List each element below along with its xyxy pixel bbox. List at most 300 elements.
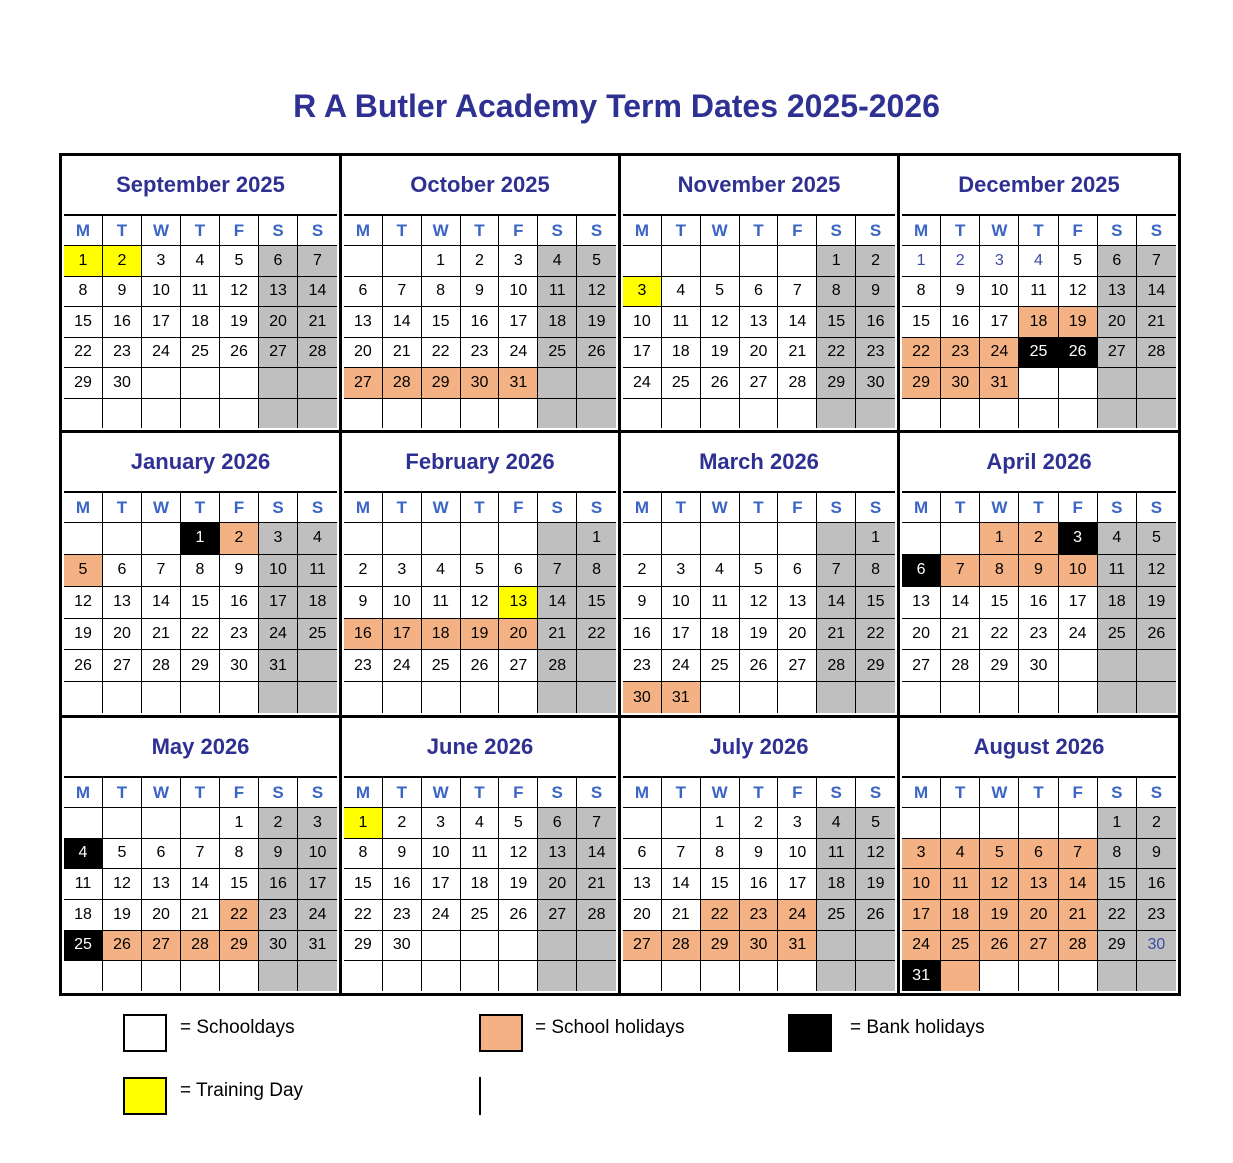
day-cell: 20 [538, 868, 577, 899]
weekday-header: S [577, 491, 616, 522]
month-title: December 2025 [958, 172, 1120, 197]
empty-day-cell [941, 807, 980, 838]
day-cell: 11 [538, 276, 577, 307]
weekday-header: M [902, 491, 941, 522]
day-cell: 28 [1059, 930, 1098, 961]
empty-day-cell [701, 522, 740, 554]
month-calendar [621, 156, 900, 433]
day-cell: 17 [778, 868, 817, 899]
empty-day-cell [817, 522, 856, 554]
day-cell: 30 [103, 367, 142, 398]
day-cell: 25 [422, 649, 461, 681]
empty-day-cell [1019, 398, 1058, 429]
weekday-header: M [64, 491, 103, 522]
month-title: October 2025 [410, 172, 550, 197]
day-cell: 19 [577, 306, 616, 337]
empty-day-cell [181, 960, 220, 991]
day-cell: 28 [142, 649, 181, 681]
day-cell: 11 [701, 586, 740, 618]
day-cell: 23 [383, 899, 422, 930]
day-cell: 28 [817, 649, 856, 681]
weekday-header: S [298, 776, 337, 807]
day-cell: 30 [1137, 930, 1176, 961]
empty-day-cell [1137, 367, 1176, 398]
empty-day-cell [1059, 807, 1098, 838]
weekday-header: T [740, 776, 779, 807]
day-cell: 24 [142, 337, 181, 368]
day-cell: 22 [980, 618, 1019, 650]
month-day-grid [623, 776, 895, 991]
empty-day-cell [1019, 681, 1058, 713]
day-cell: 17 [298, 868, 337, 899]
day-cell: 7 [941, 554, 980, 586]
empty-day-cell [941, 960, 980, 991]
day-cell: 16 [220, 586, 259, 618]
day-cell: 30 [220, 649, 259, 681]
empty-day-cell [980, 398, 1019, 429]
empty-day-cell [220, 960, 259, 991]
day-cell: 28 [577, 899, 616, 930]
empty-day-cell [298, 649, 337, 681]
day-cell: 13 [778, 586, 817, 618]
month-day-grid [623, 214, 895, 428]
day-cell: 24 [259, 618, 298, 650]
day-cell: 6 [778, 554, 817, 586]
day-cell: 11 [64, 868, 103, 899]
weekday-header: S [817, 214, 856, 245]
day-cell: 9 [1137, 838, 1176, 869]
day-cell: 30 [1019, 649, 1058, 681]
day-cell: 22 [64, 337, 103, 368]
empty-day-cell [344, 245, 383, 276]
day-cell: 3 [1059, 522, 1098, 554]
day-cell: 15 [1098, 868, 1137, 899]
empty-day-cell [1059, 960, 1098, 991]
day-cell: 7 [1137, 245, 1176, 276]
empty-day-cell [701, 681, 740, 713]
empty-day-cell [902, 807, 941, 838]
month-title: March 2026 [699, 449, 819, 474]
empty-day-cell [422, 681, 461, 713]
empty-day-cell [740, 681, 779, 713]
day-cell: 13 [142, 868, 181, 899]
day-cell: 13 [623, 868, 662, 899]
day-cell: 16 [1019, 586, 1058, 618]
empty-day-cell [856, 960, 895, 991]
weekday-header: F [778, 776, 817, 807]
day-cell: 16 [740, 868, 779, 899]
empty-day-cell [856, 681, 895, 713]
day-cell: 8 [701, 838, 740, 869]
empty-day-cell [298, 960, 337, 991]
day-cell: 9 [383, 838, 422, 869]
weekday-header: F [778, 491, 817, 522]
day-cell: 21 [662, 899, 701, 930]
day-cell: 20 [778, 618, 817, 650]
day-cell: 21 [1059, 899, 1098, 930]
day-cell: 28 [662, 930, 701, 961]
day-cell: 1 [220, 807, 259, 838]
empty-day-cell [181, 807, 220, 838]
day-cell: 10 [499, 276, 538, 307]
empty-day-cell [1019, 807, 1058, 838]
empty-day-cell [499, 398, 538, 429]
empty-day-cell [817, 930, 856, 961]
day-cell: 1 [817, 245, 856, 276]
day-cell: 4 [817, 807, 856, 838]
day-cell: 18 [422, 618, 461, 650]
weekday-header: T [181, 491, 220, 522]
day-cell: 2 [941, 245, 980, 276]
empty-day-cell [259, 681, 298, 713]
weekday-header: T [1019, 776, 1058, 807]
day-cell: 21 [142, 618, 181, 650]
weekday-header: S [1137, 214, 1176, 245]
empty-day-cell [298, 681, 337, 713]
weekday-header: T [461, 491, 500, 522]
weekday-header: W [980, 776, 1019, 807]
empty-day-cell [142, 398, 181, 429]
day-cell: 2 [461, 245, 500, 276]
weekday-header: S [298, 491, 337, 522]
empty-day-cell [422, 930, 461, 961]
day-cell: 11 [1019, 276, 1058, 307]
day-cell: 19 [64, 618, 103, 650]
day-cell: 10 [778, 838, 817, 869]
empty-day-cell [538, 367, 577, 398]
calendar-grid [59, 153, 1181, 996]
weekday-header: F [499, 214, 538, 245]
day-cell: 15 [64, 306, 103, 337]
day-cell: 30 [383, 930, 422, 961]
day-cell: 2 [220, 522, 259, 554]
day-cell: 4 [298, 522, 337, 554]
empty-day-cell [1059, 398, 1098, 429]
weekday-header: F [220, 776, 259, 807]
empty-day-cell [1059, 681, 1098, 713]
day-cell: 29 [220, 930, 259, 961]
empty-day-cell [259, 367, 298, 398]
day-cell: 12 [740, 586, 779, 618]
weekday-header: M [344, 491, 383, 522]
day-cell: 22 [220, 899, 259, 930]
day-cell: 28 [298, 337, 337, 368]
day-cell: 24 [662, 649, 701, 681]
day-cell: 30 [740, 930, 779, 961]
day-cell: 14 [298, 276, 337, 307]
weekday-header: T [181, 776, 220, 807]
empty-day-cell [1098, 367, 1137, 398]
day-cell: 3 [662, 554, 701, 586]
day-cell: 14 [142, 586, 181, 618]
day-cell: 5 [740, 554, 779, 586]
day-cell: 7 [142, 554, 181, 586]
empty-day-cell [1098, 681, 1137, 713]
day-cell: 1 [902, 245, 941, 276]
training-day-legend-label: = Training Day [180, 1080, 304, 1101]
empty-day-cell [856, 398, 895, 429]
day-cell: 31 [902, 960, 941, 991]
day-cell: 5 [1137, 522, 1176, 554]
day-cell: 29 [181, 649, 220, 681]
day-cell: 2 [1019, 522, 1058, 554]
empty-day-cell [538, 960, 577, 991]
day-cell: 24 [383, 649, 422, 681]
empty-day-cell [577, 367, 616, 398]
day-cell: 8 [902, 276, 941, 307]
day-cell: 26 [1137, 618, 1176, 650]
day-cell: 25 [1098, 618, 1137, 650]
day-cell: 2 [856, 245, 895, 276]
weekday-header: F [499, 776, 538, 807]
day-cell: 26 [577, 337, 616, 368]
day-cell: 27 [499, 649, 538, 681]
day-cell: 15 [577, 586, 616, 618]
weekday-header: F [778, 214, 817, 245]
empty-day-cell [1098, 960, 1137, 991]
month-day-grid [902, 214, 1176, 428]
day-cell: 28 [941, 649, 980, 681]
day-cell: 27 [623, 930, 662, 961]
day-cell: 22 [902, 337, 941, 368]
day-cell: 19 [1137, 586, 1176, 618]
day-cell: 8 [817, 276, 856, 307]
weekday-header: S [1098, 491, 1137, 522]
day-cell: 29 [344, 930, 383, 961]
month-calendar [621, 718, 900, 993]
empty-day-cell [103, 398, 142, 429]
day-cell: 17 [422, 868, 461, 899]
weekday-header: S [856, 776, 895, 807]
day-cell: 18 [538, 306, 577, 337]
day-cell: 2 [740, 807, 779, 838]
empty-day-cell [344, 960, 383, 991]
day-cell: 23 [1137, 899, 1176, 930]
day-cell: 27 [902, 649, 941, 681]
weekday-header: W [142, 776, 181, 807]
empty-day-cell [461, 681, 500, 713]
day-cell: 29 [701, 930, 740, 961]
empty-day-cell [662, 807, 701, 838]
day-cell: 9 [1019, 554, 1058, 586]
empty-day-cell [902, 681, 941, 713]
empty-day-cell [577, 398, 616, 429]
weekday-header: W [980, 491, 1019, 522]
day-cell: 8 [856, 554, 895, 586]
day-cell: 12 [220, 276, 259, 307]
day-cell: 23 [103, 337, 142, 368]
empty-day-cell [259, 398, 298, 429]
day-cell: 3 [259, 522, 298, 554]
day-cell: 6 [344, 276, 383, 307]
empty-day-cell [298, 398, 337, 429]
day-cell: 8 [577, 554, 616, 586]
day-cell: 3 [499, 245, 538, 276]
day-cell: 5 [64, 554, 103, 586]
empty-day-cell [778, 960, 817, 991]
day-cell: 16 [461, 306, 500, 337]
day-cell: 23 [461, 337, 500, 368]
day-cell: 15 [422, 306, 461, 337]
weekday-header: W [422, 491, 461, 522]
day-cell: 1 [422, 245, 461, 276]
day-cell: 2 [259, 807, 298, 838]
day-cell: 16 [941, 306, 980, 337]
day-cell: 20 [103, 618, 142, 650]
day-cell: 9 [740, 838, 779, 869]
day-cell: 1 [856, 522, 895, 554]
day-cell: 29 [64, 367, 103, 398]
day-cell: 18 [298, 586, 337, 618]
day-cell: 25 [538, 337, 577, 368]
day-cell: 27 [259, 337, 298, 368]
day-cell: 27 [1098, 337, 1137, 368]
month-calendar [342, 156, 621, 433]
day-cell: 1 [577, 522, 616, 554]
empty-day-cell [142, 522, 181, 554]
empty-day-cell [1019, 367, 1058, 398]
month-title: February 2026 [405, 449, 555, 474]
day-cell: 16 [623, 618, 662, 650]
day-cell: 18 [181, 306, 220, 337]
empty-day-cell [662, 522, 701, 554]
empty-day-cell [941, 681, 980, 713]
weekday-header: W [701, 491, 740, 522]
day-cell: 24 [980, 337, 1019, 368]
empty-day-cell [461, 522, 500, 554]
day-cell: 4 [1019, 245, 1058, 276]
empty-day-cell [577, 681, 616, 713]
day-cell: 27 [778, 649, 817, 681]
day-cell: 11 [941, 868, 980, 899]
day-cell: 17 [383, 618, 422, 650]
day-cell: 25 [298, 618, 337, 650]
day-cell: 16 [344, 618, 383, 650]
day-cell: 28 [778, 367, 817, 398]
day-cell: 15 [980, 586, 1019, 618]
month-calendar [62, 718, 342, 993]
day-cell: 19 [980, 899, 1019, 930]
day-cell: 14 [817, 586, 856, 618]
day-cell: 10 [1059, 554, 1098, 586]
day-cell: 4 [538, 245, 577, 276]
day-cell: 21 [817, 618, 856, 650]
day-cell: 10 [259, 554, 298, 586]
day-cell: 12 [701, 306, 740, 337]
day-cell: 20 [344, 337, 383, 368]
weekday-header: W [142, 491, 181, 522]
month-title: July 2026 [709, 734, 809, 759]
empty-day-cell [383, 245, 422, 276]
month-day-grid [623, 491, 895, 713]
day-cell: 12 [64, 586, 103, 618]
empty-day-cell [103, 681, 142, 713]
day-cell: 29 [902, 367, 941, 398]
day-cell: 17 [142, 306, 181, 337]
empty-day-cell [1059, 367, 1098, 398]
day-cell: 2 [1137, 807, 1176, 838]
day-cell: 17 [259, 586, 298, 618]
day-cell: 2 [103, 245, 142, 276]
empty-day-cell [1098, 398, 1137, 429]
day-cell: 19 [499, 868, 538, 899]
day-cell: 4 [1098, 522, 1137, 554]
day-cell: 13 [902, 586, 941, 618]
weekday-header: M [902, 776, 941, 807]
month-day-grid [64, 214, 337, 428]
day-cell: 19 [1059, 306, 1098, 337]
weekday-header: T [103, 214, 142, 245]
weekday-header: W [701, 776, 740, 807]
day-cell: 18 [662, 337, 701, 368]
day-cell: 18 [64, 899, 103, 930]
day-cell: 19 [220, 306, 259, 337]
weekday-header: F [220, 491, 259, 522]
month-calendar [342, 718, 621, 993]
empty-day-cell [220, 398, 259, 429]
day-cell: 22 [701, 899, 740, 930]
day-cell: 21 [538, 618, 577, 650]
day-cell: 3 [980, 245, 1019, 276]
empty-day-cell [623, 960, 662, 991]
day-cell: 21 [383, 337, 422, 368]
day-cell: 27 [142, 930, 181, 961]
empty-day-cell [662, 960, 701, 991]
day-cell: 30 [461, 367, 500, 398]
day-cell: 28 [383, 367, 422, 398]
weekday-header: S [817, 776, 856, 807]
empty-day-cell [1137, 681, 1176, 713]
day-cell: 6 [623, 838, 662, 869]
day-cell: 12 [856, 838, 895, 869]
empty-day-cell [980, 807, 1019, 838]
school-holidays-legend-label: = School holidays [535, 1017, 685, 1038]
day-cell: 29 [1098, 930, 1137, 961]
day-cell: 14 [577, 838, 616, 869]
empty-day-cell [740, 398, 779, 429]
empty-day-cell [142, 681, 181, 713]
empty-day-cell [856, 930, 895, 961]
day-cell: 3 [902, 838, 941, 869]
day-cell: 26 [980, 930, 1019, 961]
day-cell: 4 [701, 554, 740, 586]
empty-day-cell [422, 522, 461, 554]
weekday-header: S [1137, 776, 1176, 807]
day-cell: 7 [817, 554, 856, 586]
day-cell: 31 [298, 930, 337, 961]
day-cell: 18 [1019, 306, 1058, 337]
weekday-header: W [422, 776, 461, 807]
day-cell: 19 [461, 618, 500, 650]
empty-day-cell [64, 681, 103, 713]
page-title: R A Butler Academy Term Dates 2025-2026 [293, 88, 940, 124]
day-cell: 3 [383, 554, 422, 586]
day-cell: 14 [941, 586, 980, 618]
month-day-grid [902, 491, 1176, 713]
month-day-grid [344, 776, 616, 991]
month-title: November 2025 [677, 172, 841, 197]
day-cell: 4 [181, 245, 220, 276]
day-cell: 31 [499, 367, 538, 398]
day-cell: 9 [103, 276, 142, 307]
day-cell: 25 [817, 899, 856, 930]
day-cell: 15 [856, 586, 895, 618]
day-cell: 23 [941, 337, 980, 368]
day-cell: 7 [778, 276, 817, 307]
day-cell: 12 [1137, 554, 1176, 586]
day-cell: 3 [623, 276, 662, 307]
month-calendar [900, 718, 1178, 993]
